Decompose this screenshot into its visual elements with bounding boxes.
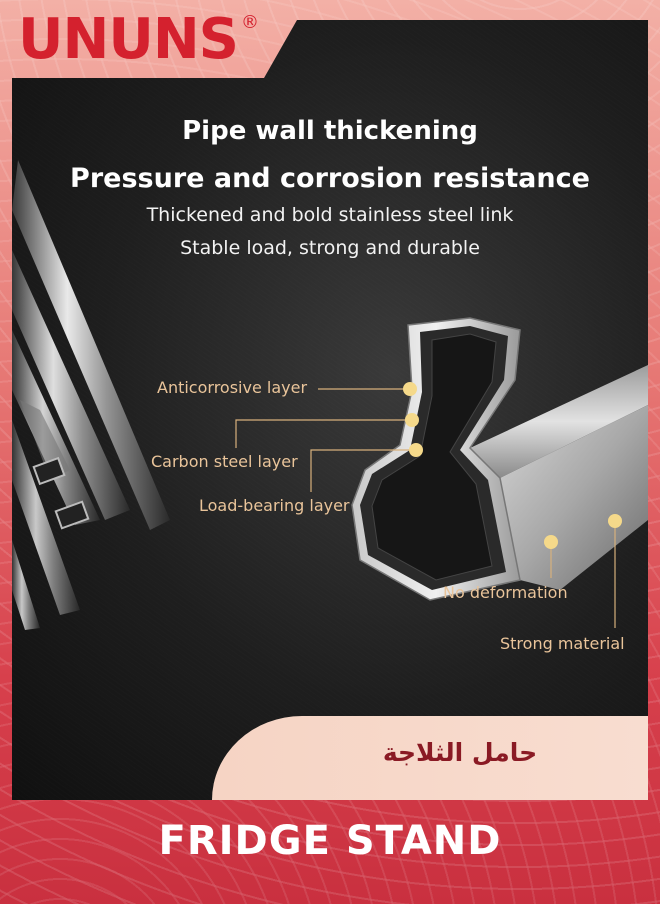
headline-line-1: Pipe wall thickening — [182, 116, 478, 146]
callout-anticorrosive-layer: Anticorrosive layer — [157, 378, 308, 397]
callout-load-bearing-layer: Load-bearing layer — [199, 496, 350, 515]
steel-cross-section — [352, 318, 648, 600]
steel-tubes — [12, 160, 170, 630]
arabic-product-label: حامل الثلاجة — [382, 738, 538, 767]
callout-marker-dot — [403, 382, 417, 396]
registered-mark: ® — [241, 12, 260, 33]
brand-name: UNUNS — [18, 7, 239, 72]
callout-no-deformation: No deformation — [443, 583, 568, 602]
subheadline-line-1: Thickened and bold stainless steel link — [146, 204, 514, 226]
callout-marker-dot — [409, 443, 423, 457]
subheadline-line-2: Stable load, strong and durable — [180, 237, 480, 259]
product-title: FRIDGE STAND — [158, 818, 502, 864]
headline-line-2: Pressure and corrosion resistance — [70, 163, 590, 194]
callout-carbon-steel-layer: Carbon steel layer — [151, 452, 298, 471]
callout-marker-dot — [544, 535, 558, 549]
callout-marker-dot — [405, 413, 419, 427]
callout-marker-dot — [608, 514, 622, 528]
callout-strong-material: Strong material — [500, 634, 625, 653]
